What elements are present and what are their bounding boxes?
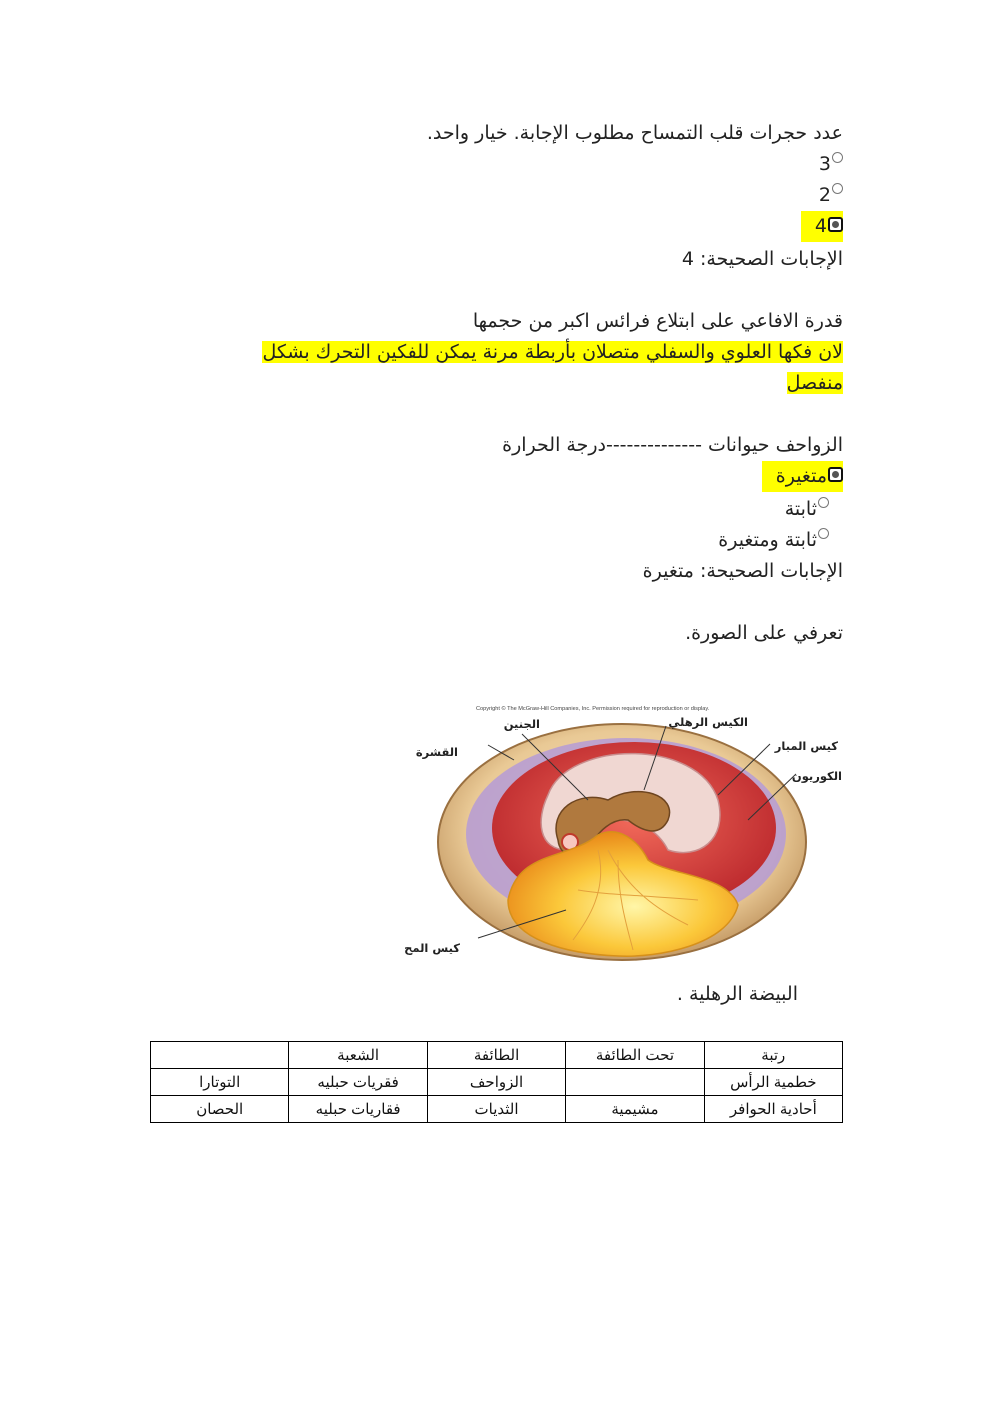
table-header-cell: الشعبة (289, 1042, 427, 1069)
table-header-row (151, 1042, 843, 1069)
label-allantois: الكيس الرهلي (668, 715, 748, 729)
label-chorion: الكوريون (791, 769, 842, 783)
table-cell: التوتارا (151, 1069, 289, 1096)
table-cell: مشيمية (566, 1096, 704, 1123)
radio-button-icon[interactable] (832, 183, 843, 194)
table-cell: الحصان (151, 1096, 289, 1123)
q3-option-3-label: ثابتة ومتغيرة (718, 529, 817, 551)
question-1-text: عدد حجرات قلب التمساح مطلوب الإجابة. خيار واحد. (426, 122, 843, 144)
table-header-cell: الطائفة (427, 1042, 565, 1069)
q1-option-3-label: 4 (814, 215, 827, 237)
table-cell (566, 1069, 704, 1096)
label-amnion: كيس المبار (774, 739, 838, 753)
table-cell: خطمية الرأس (704, 1069, 842, 1096)
label-embryo: الجنين (503, 717, 540, 731)
radio-checked-icon[interactable] (828, 467, 843, 482)
q3-option-1[interactable] (762, 461, 843, 492)
question-4-text: تعرفي على الصورة. (685, 622, 843, 644)
q1-correct-answer: الإجابات الصحيحة: 4 (681, 248, 843, 270)
radio-checked-icon[interactable] (828, 217, 843, 232)
table-cell: فقريات حبليه (289, 1069, 427, 1096)
label-shell: القشرة (415, 745, 458, 759)
table-header-cell: تحت الطائفة (566, 1042, 704, 1069)
table-row (151, 1069, 843, 1096)
table-cell: فقاريات حبليه (289, 1096, 427, 1123)
q1-option-2-label: 2 (818, 184, 831, 206)
classification-table (150, 1041, 843, 1123)
figure-caption: البيضة الرهلية . (676, 983, 798, 1005)
q2-answer-line-1: لان فكها العلوي والسفلي متصلان بأربطة مرنة يمكن للفكين التحرك بشكل (262, 341, 843, 363)
table-cell: الزواحف (427, 1069, 565, 1096)
q3-correct-answer: الإجابات الصحيحة: متغيرة (642, 560, 843, 582)
q1-option-3[interactable] (801, 211, 843, 242)
q1-option-2[interactable] (819, 180, 843, 211)
table-cell: أحادية الحوافر (704, 1096, 842, 1123)
q3-option-2[interactable] (785, 494, 843, 525)
q3-option-2-label: ثابتة (784, 498, 817, 520)
table-cell: الثديات (427, 1096, 565, 1123)
q1-option-1-label: 3 (818, 153, 831, 175)
label-yolk-sac: كيس المح (404, 941, 460, 955)
radio-button-icon[interactable] (818, 497, 829, 508)
q1-option-1[interactable] (819, 149, 843, 180)
question-2-text: قدرة الافاعي على ابتلاع فرائس اكبر من حجمها (472, 310, 843, 332)
q3-option-3[interactable] (718, 525, 843, 556)
amniotic-egg-figure (398, 700, 846, 968)
radio-button-icon[interactable] (832, 152, 843, 163)
q2-answer-line-2: منفصل (786, 372, 843, 394)
table-header-cell (151, 1042, 289, 1069)
table-header-cell: رتبة (704, 1042, 842, 1069)
document-body (150, 118, 843, 649)
table-row (151, 1096, 843, 1123)
radio-button-icon[interactable] (818, 528, 829, 539)
figure-copyright: Copyright © The McGraw-Hill Companies, Inc. Permission required for reproduction or display. (476, 706, 710, 712)
q3-option-1-label: متغيرة (775, 465, 827, 487)
question-3-text: الزواحف حيوانات --------------درجة الحرارة (502, 434, 843, 456)
